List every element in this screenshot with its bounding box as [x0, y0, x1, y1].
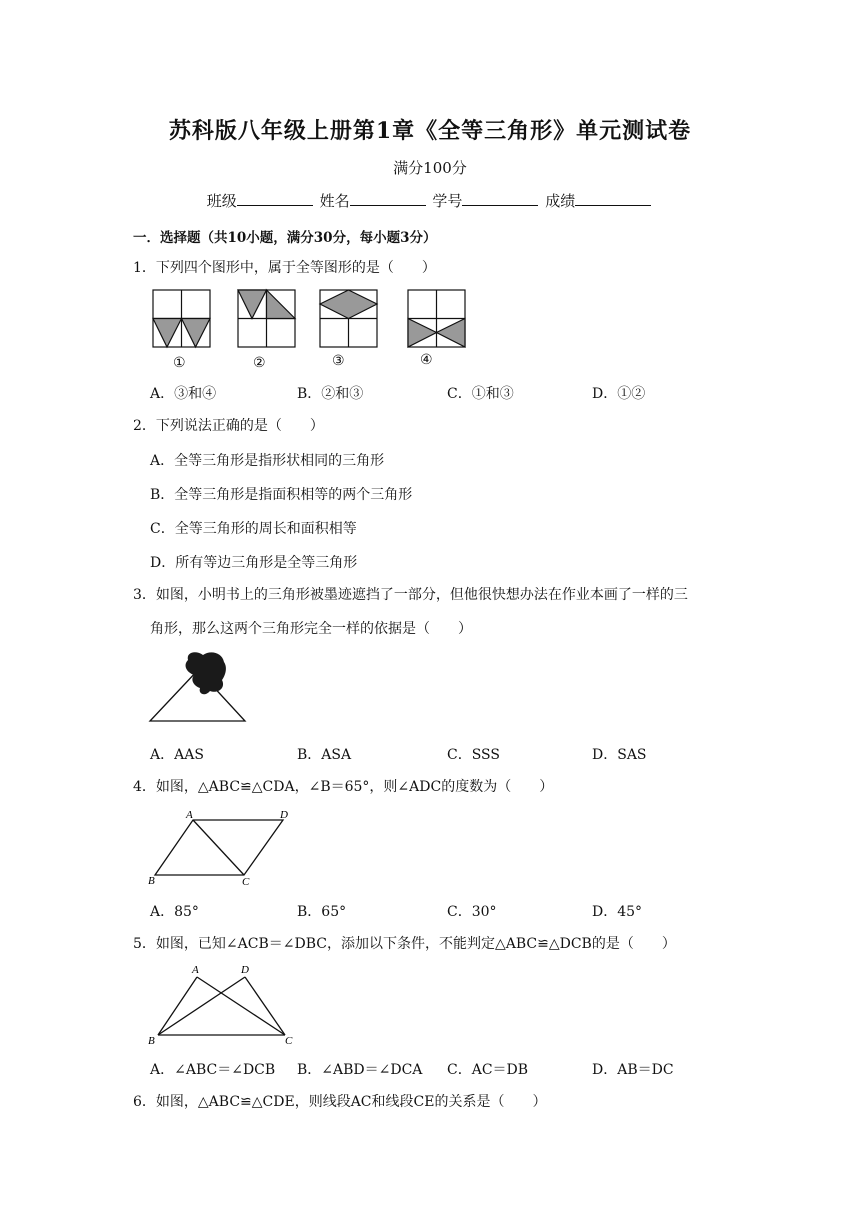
point-b-label: B [148, 875, 155, 887]
q2-option-a[interactable]: A．全等三角形是指形状相同的三角形 [150, 453, 385, 469]
q5-point-d-label: D [241, 964, 249, 976]
page-title: 苏科版八年级上册第1章《全等三角形》单元测试卷 [168, 118, 692, 144]
question-5-stem: 5．如图，已知∠ACB＝∠DBC，添加以下条件，不能判定△ABC≌△DCB的是（ ） [133, 936, 676, 952]
segment-bd [158, 977, 245, 1035]
figure-2-label: ② [253, 355, 266, 371]
segment-ac [197, 977, 285, 1035]
full-score: 满分100分 [393, 159, 467, 177]
question-2-stem: 2．下列说法正确的是（ ） [133, 418, 324, 434]
q3-option-c-text: C．SSS [447, 747, 500, 763]
q5-option-b[interactable]: B．∠ABD＝∠DCA [297, 1062, 423, 1078]
q5-option-c[interactable]: C．AC＝DB [447, 1062, 529, 1078]
q2-option-d[interactable]: D．所有等边三角形是全等三角形 [150, 555, 358, 571]
q3-option-b-text: B．ASA [297, 747, 352, 763]
figure-1-label: ① [173, 355, 186, 371]
question-3-stem-line2: 角形，那么这两个三角形完全一样的依据是（ ） [150, 621, 472, 637]
q5-option-a[interactable]: A．∠ABC＝∠DCB [150, 1062, 276, 1078]
section-heading: 一．选择题（共10小题，满分30分，每小题3分） [133, 230, 437, 246]
segment-dc [245, 977, 285, 1035]
q5-option-d[interactable]: D．AB＝DC [592, 1062, 674, 1078]
point-c-label: C [242, 876, 250, 888]
q2-option-b[interactable]: B．全等三角形是指面积相等的两个三角形 [150, 487, 413, 503]
q3-option-a-text: A．AAS [150, 747, 204, 763]
question-6-stem: 6．如图，△ABC≌△CDE，则线段AC和线段CE的关系是（ ） [133, 1094, 547, 1110]
q4-option-c[interactable]: C．30° [447, 904, 497, 920]
figure-4-label: ④ [420, 352, 433, 368]
point-a-label: A [186, 809, 193, 821]
figure-3-label: ③ [332, 353, 345, 369]
q3-option-d-text: D．SAS [592, 747, 647, 763]
class-label: 班级 [206, 192, 237, 210]
student-id-label: 学号 [432, 192, 463, 210]
q5-point-c-label: C [285, 1035, 293, 1047]
segment-ba [158, 977, 197, 1035]
question-1-stem: 1．下列四个图形中，属于全等图形的是（ ） [133, 260, 436, 276]
q4-option-a[interactable]: A．85° [150, 904, 199, 920]
q5-point-a-label: A [192, 964, 199, 976]
q4-option-d[interactable]: D．45° [592, 904, 643, 920]
q5-point-b-label: B [148, 1035, 155, 1047]
question-4-stem: 4．如图，△ABC≌△CDA，∠B＝65°，则∠ADC的度数为（ ） [133, 779, 554, 795]
q1-option-a[interactable]: A．③和④ [150, 386, 217, 402]
q4-option-b[interactable]: B．65° [297, 904, 347, 920]
q1-option-c[interactable]: C．①和③ [447, 386, 514, 402]
question-3-stem-line1: 3．如图，小明书上的三角形被墨迹遮挡了一部分，但他很快想办法在作业本画了一样的三 [133, 587, 688, 603]
score-label: 成绩 [545, 192, 576, 210]
name-label: 姓名 [319, 192, 350, 210]
q1-option-b[interactable]: B．②和③ [297, 386, 364, 402]
q1-option-d[interactable]: D．①② [592, 386, 646, 402]
point-d-label: D [280, 809, 288, 821]
q2-option-c[interactable]: C．全等三角形的周长和面积相等 [150, 521, 357, 537]
